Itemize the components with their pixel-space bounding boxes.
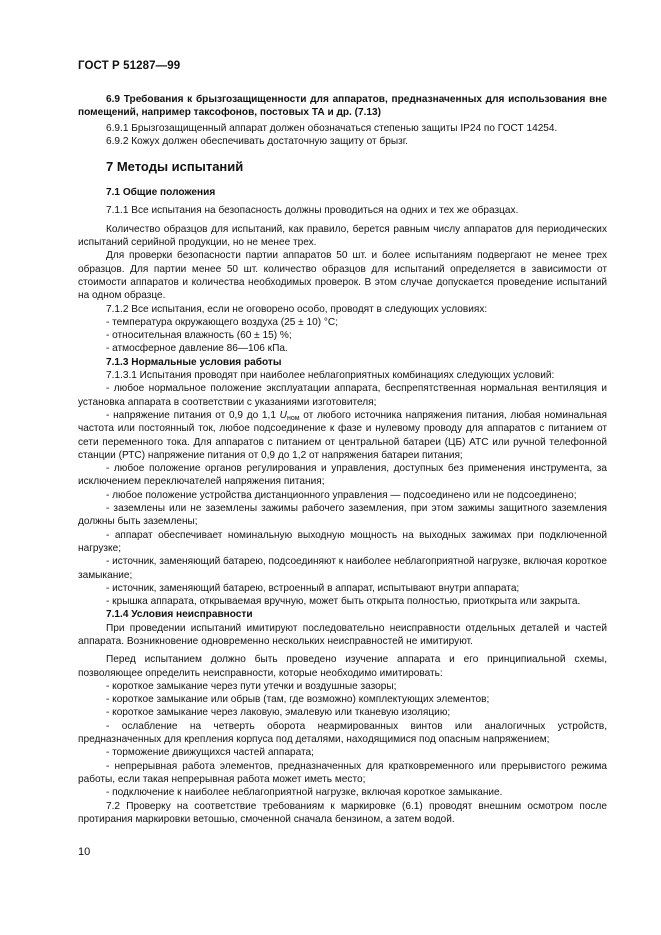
page-body <box>78 93 607 826</box>
list-item: - торможение движущихся частей аппарата; <box>106 747 314 759</box>
list-item: - крышка аппарата, открываемая вручную, может быть открыта полностью, приоткрыта или закрыта. <box>106 596 581 608</box>
paragraph-7-1-3-1: 7.1.3.1 Испытания проводят при наиболее неблагоприятных комбинациях следующих условий: <box>106 370 555 382</box>
voltage-text-a: - напряжение питания от 0,9 до 1,1 <box>106 409 280 421</box>
paragraph-7-1-1: 7.1.1 Все испытания на безопасность должны проводиться на одних и тех же образцах. <box>106 205 519 217</box>
list-item: - подключение к наиболее неблагоприятной нагрузке, включая короткое замыкание. <box>106 787 503 799</box>
paragraph-7-1-1-c: Для проверки безопасности партии аппаратов 50 шт. и более испытаниям подвергают не менее трех образцов. Для партии менее 50 шт. количество образцов для испытаний определяется в зависимости от стоимости аппаратов и количества необходимых проверок. В этом случае допускается проведение испытаний на одном образце. <box>78 250 607 302</box>
paragraph-7-1-4-a: При проведении испытаний имитируют последовательно неисправности отдельных деталей и частей аппарата. Возникновение одновременно нескольких неисправностей не имитируют. <box>78 622 607 647</box>
section-6-9-heading: 6.9 Требования к брызгозащищенности для аппаратов, предназначенных для использования вне помещений, например таксофонов, постовых ТА и др. (7.13) <box>78 94 607 119</box>
list-item: - непрерывная работа элементов, предназначенных для кратковременного или прерывистого режима работы, если такая непрерывная работа может иметь место; <box>78 760 607 785</box>
paragraph-7-1-4-b: Перед испытанием должно быть проведено изучение аппарата и его принципиальной схемы, позволяющее определить неисправности, которые необходимо имитировать: <box>78 654 607 679</box>
paragraph-6-9-2: 6.9.2 Кожух должен обеспечивать достаточную защиту от брызг. <box>106 135 408 147</box>
list-item: - аппарат обеспечивает номинальную выходную мощность на выходных зажимах при подключенной нагрузке; <box>78 529 607 554</box>
list-item: - короткое замыкание через лаковую, эмалевую или тканевую изоляцию; <box>106 707 451 719</box>
paragraph-7-1-2: 7.1.2 Все испытания, если не оговорено особо, проводят в следующих условиях: <box>106 303 488 315</box>
section-7-1-heading: 7.1 Общие положения <box>106 187 216 199</box>
list-item: - короткое замыкание или обрыв (там, где возможно) комплектующих элементов; <box>106 694 490 706</box>
list-item: - любое положение устройства дистанционного управления — подсоединено или не подсоединено; <box>106 489 577 501</box>
list-item: - источник, заменяющий батарею, подсоединяют к наиболее неблагоприятной нагрузке, включая короткое замыкание; <box>78 556 607 581</box>
page-number: 10 <box>78 846 91 858</box>
list-item: - относительная влажность (60 ± 15) %; <box>106 330 292 342</box>
list-item: - любое положение органов регулирования и управления, доступных без применения инструмента, за исключением переключателей напряжения питания; <box>78 463 607 488</box>
paragraph-6-9-1: 6.9.1 Брызгозащищенный аппарат должен обозначаться степенью защиты IP24 по ГОСТ 14254. <box>106 122 558 134</box>
voltage-subscript: ном <box>286 414 300 422</box>
paragraph-7-1-1-b: Количество образцов для испытаний, как правило, берется равным числу аппаратов для периодических испытаний серийной продукции, но не менее трех. <box>78 223 607 249</box>
section-7-heading: 7 Методы испытаний <box>106 159 244 175</box>
list-item: - атмосферное давление 86—106 кПа. <box>106 343 288 355</box>
list-item: - любое нормальное положение эксплуатации аппарата, беспрепятственная нормальная вентиляция и установка аппарата в соответствии с указаниями изготовителя; <box>78 383 607 408</box>
list-item: - заземлены или не заземлены зажимы рабочего заземления, при этом зажимы защитного заземления должны быть заземлены; <box>78 503 607 528</box>
section-7-1-3-heading: 7.1.3 Нормальные условия работы <box>106 356 282 368</box>
list-item: - ослабление на четверть оборота неармированных винтов или аналогичных устройств, предназначенных для крепления корпуса под деталями, находящимися под опасным напряжением; <box>78 720 607 746</box>
voltage-text-b: от любого источника напряжения питания, любая номинальная частота или постоянный ток, любое подсоединение к фазе и нулевому проводу для аппаратов с питанием от сети переменного тока. Для аппаратов с питанием от центральной батареи (ЦБ) АТС или ручной телефонной станции (РТС) напряжение питания от 0,9 до 1,2 от напряжения батареи питания; <box>78 409 607 461</box>
voltage-symbol: U <box>279 409 287 421</box>
list-item: - температура окружающего воздуха (25 ± 10) °С; <box>106 316 339 328</box>
paragraph-7-2: 7.2 Проверку на соответствие требованиям к маркировке (6.1) проводят внешним осмотром после протирания маркировки ветошью, смоченной сначала бензином, а затем водой. <box>78 800 607 825</box>
list-item-voltage <box>78 409 607 462</box>
list-item: - короткое замыкание через пути утечки и воздушные зазоры; <box>106 680 397 692</box>
document-header-code: ГОСТ Р 51287—99 <box>78 60 181 72</box>
list-item: - источник, заменяющий батарею, встроенный в аппарат, испытывают внутри аппарата; <box>106 582 520 594</box>
section-7-1-4-heading: 7.1.4 Условия неисправности <box>106 609 253 621</box>
